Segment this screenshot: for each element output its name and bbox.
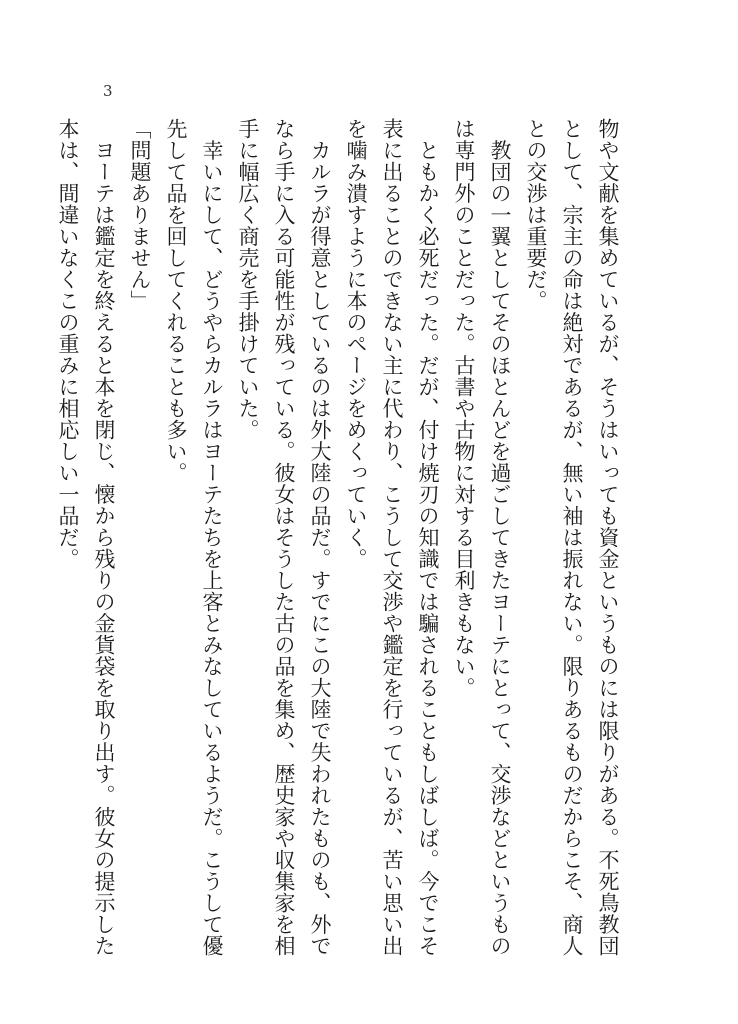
page-number: 3 <box>103 82 113 100</box>
paragraph: ヨーテは鑑定を終えると本を閉じ、懐から残りの金貨袋を取り出す。彼女の提示した本は、間違いなくこの重みに相応しい一品だ。 <box>56 118 116 957</box>
paragraph: 物や文献を集めているが、そうはいっても資金というものには限りがある。不死鳥教団として、宗主の命は絶対であるが、無い袖は振れない。限りあるものだからこそ、商人との交渉は重要だ。 <box>524 118 620 957</box>
paragraph: 幸いにして、どうやらカルラはヨーテたちを上客とみなしているようだ。こうして優先して品を回してくれることも多い。 <box>164 118 224 957</box>
paragraph: ともかく必死だった。だが、付け焼刃の知識では騙されることもしばしば。今でこそ表に出ることのできない主に代わり、こうして交渉や鑑定を行っているが、苦い思い出を噛み潰すように本のページをめくっていく。 <box>344 118 440 957</box>
paragraph: 教団の一翼としてそのほとんどを過ごしてきたヨーテにとって、交渉などというものは専門外のことだった。古書や古物に対する目利きもない。 <box>452 118 512 957</box>
novel-text-block <box>50 118 626 958</box>
paragraph: カルラが得意としているのは外大陸の品だ。すでにこの大陸で失われたものも、外でなら手に入る可能性が残っている。彼女はそうした古の品を集め、歴史家や収集家を相手に幅広く商売を手掛けていた。 <box>236 118 332 957</box>
dialogue-paragraph: 「問題ありません」 <box>128 118 152 312</box>
